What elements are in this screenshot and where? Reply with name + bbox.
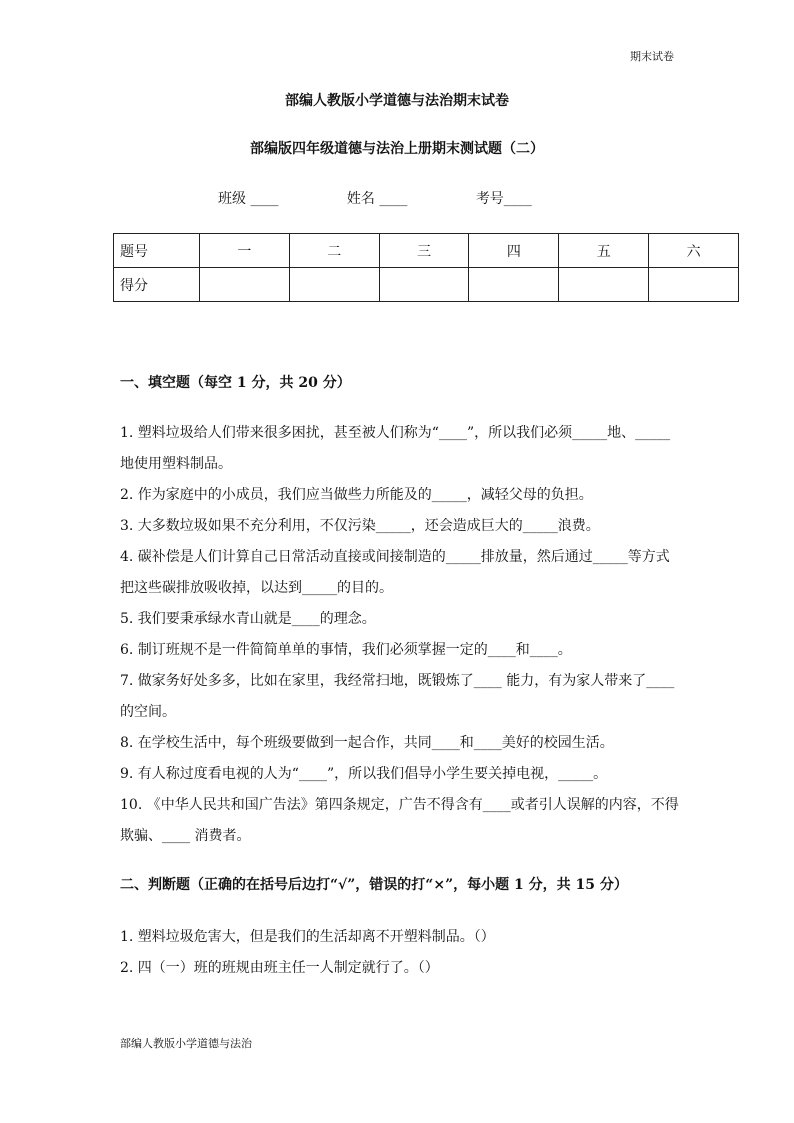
table-cell: 题号 xyxy=(114,234,200,268)
table-cell: 三 xyxy=(379,234,469,268)
table-row xyxy=(114,234,739,268)
score-input-cell xyxy=(469,268,559,302)
exam-number-field: 考号____ xyxy=(475,191,532,207)
question-item: 2. 四（一）班的班规由班主任一人制定就行了。（） xyxy=(120,960,439,976)
table-cell: 四 xyxy=(469,234,559,268)
section-title: 一、填空题（每空 1 分，共 20 分） xyxy=(120,375,351,391)
score-input-cell xyxy=(289,268,379,302)
table-cell: 六 xyxy=(649,234,739,268)
exam-main-title: 部编人教版小学道德与法治期末试卷 xyxy=(285,93,509,109)
question-item: 9. 有人称过度看电视的人为“____”，所以我们倡导小学生要关掉电视，_____。 xyxy=(120,766,608,782)
table-cell: 一 xyxy=(200,234,290,268)
section-title: 二、判断题（正确的在括号后边打“√”，错误的打“×”，每小题 1 分，共 15 分） xyxy=(120,877,628,893)
table-row xyxy=(114,268,739,302)
question-item: 3. 大多数垃圾如果不充分利用，不仅污染_____，还会造成巨大的_____浪费。 xyxy=(120,518,600,534)
student-info-row xyxy=(218,188,596,208)
question-item: 1. 塑料垃圾危害大，但是我们的生活却离不开塑料制品。（） xyxy=(120,929,495,945)
class-field: 班级 ____ xyxy=(218,191,279,207)
question-item: 5. 我们要秉承绿水青山就是____的理念。 xyxy=(120,611,376,627)
table-cell: 二 xyxy=(289,234,379,268)
score-table xyxy=(113,233,739,302)
question-item: 1. 塑料垃圾给人们带来很多困扰，甚至被人们称为“____”，所以我们必须_____地、_____地使用塑料制品。 xyxy=(120,425,671,472)
question-item: 10. 《中华人民共和国广告法》第四条规定，广告不得含有____或者引人误解的内容，不得欺骗、____ 消费者。 xyxy=(120,797,679,844)
page-header-label: 期末试卷 xyxy=(630,50,674,63)
score-input-cell xyxy=(559,268,649,302)
question-item: 4. 碳补偿是人们计算自己日常活动直接或间接制造的_____排放量，然后通过_____等方式把这些碳排放吸收掉，以达到_____的目的。 xyxy=(120,549,670,596)
score-input-cell xyxy=(649,268,739,302)
exam-content xyxy=(120,370,680,984)
question-item: 7. 做家务好处多多，比如在家里，我经常扫地，既锻炼了____ 能力，有为家人带来了____的空间。 xyxy=(120,673,675,720)
question-item: 8. 在学校生活中，每个班级要做到一起合作，共同____和____美好的校园生活。 xyxy=(120,735,614,751)
question-item: 6. 制订班规不是一件简简单单的事情，我们必须掌握一定的____和____。 xyxy=(120,642,572,658)
table-cell: 五 xyxy=(559,234,649,268)
name-field: 姓名 ____ xyxy=(346,191,408,207)
table-cell: 得分 xyxy=(114,268,200,302)
page-footer-label: 部编人教版小学道德与法治 xyxy=(120,1037,252,1050)
score-input-cell xyxy=(379,268,469,302)
question-item: 2. 作为家庭中的小成员，我们应当做些力所能及的_____，减轻父母的负担。 xyxy=(120,487,593,503)
exam-sub-title: 部编版四年级道德与法治上册期末测试题（二） xyxy=(250,141,544,157)
score-input-cell xyxy=(200,268,290,302)
